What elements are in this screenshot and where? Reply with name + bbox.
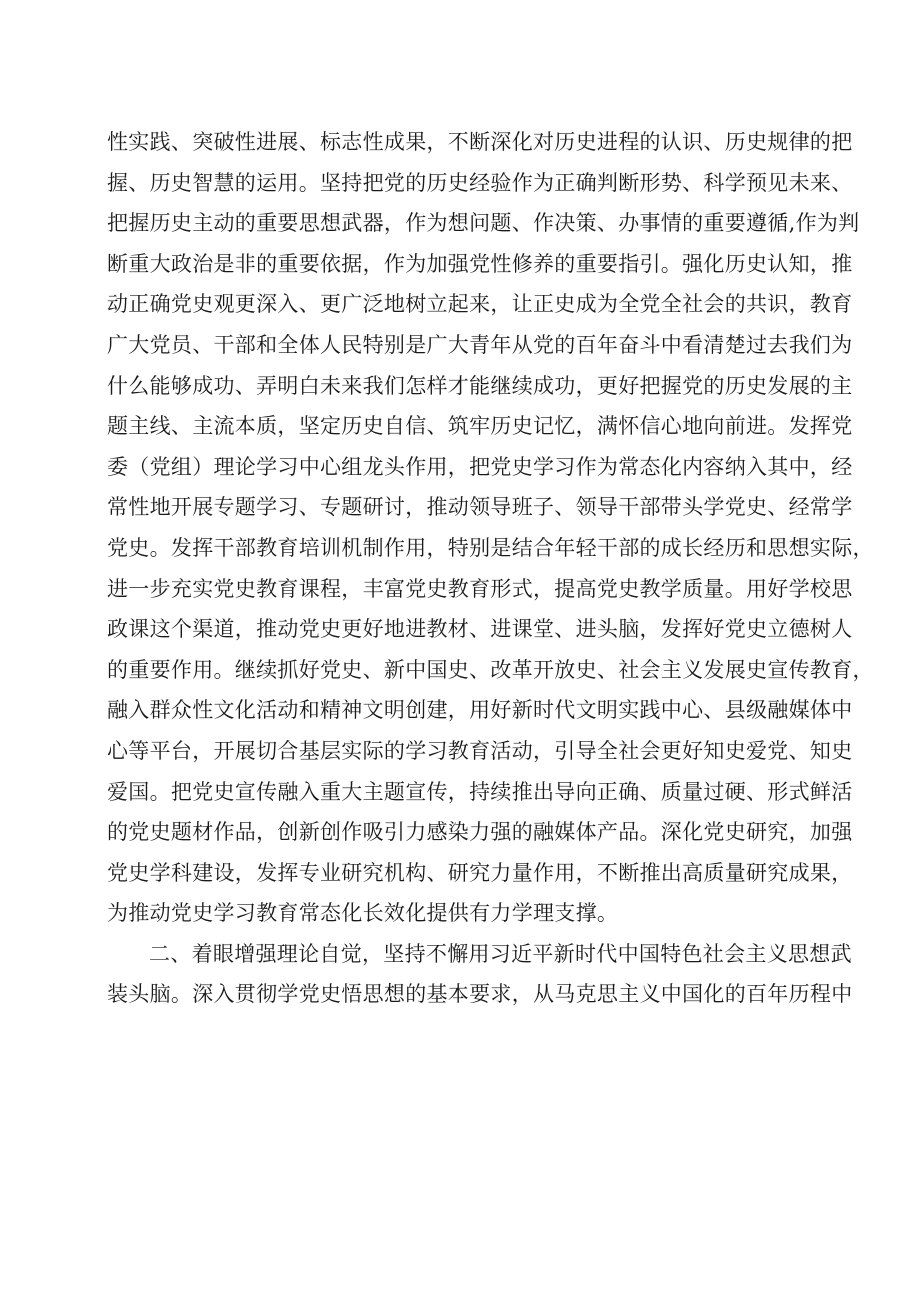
paragraph-1-line: 题主线、主流本质，坚定历史自信、筑牢历史记忆，满怀信心地向前进。发挥党 <box>107 414 853 439</box>
paragraph-1-line: 心等平台，开展切合基层实际的学习教育活动，引导全社会更好知史爱党、知史 <box>107 738 853 763</box>
document-body <box>107 122 874 1015</box>
paragraph-1-line: 爱国。把党史宣传融入重大主题宣传，持续推出导向正确、质量过硬、形式鲜活 <box>107 779 853 804</box>
paragraph-2-line: 装头脑。深入贯彻学党史悟思想的基本要求，从马克思主义中国化的百年历程中 <box>107 982 853 1007</box>
paragraph-1-line: 常性地开展专题学习、专题研讨，推动领导班子、领导干部带头学党史、经常学 <box>107 495 853 520</box>
paragraph-1-line: 广大党员、干部和全体人民特别是广大青年从党的百年奋斗中看清楚过去我们为 <box>107 332 853 357</box>
paragraph-1-line: 党史。发挥干部教育培训机制作用，特别是结合年轻干部的成长经历和思想实际， <box>107 535 874 560</box>
paragraph-1-line: 的党史题材作品，创新创作吸引力感染力强的融媒体产品。深化党史研究，加强 <box>107 820 853 845</box>
paragraph-1-line: 进一步充实党史教育课程，丰富党史教育形式，提高党史教学质量。用好学校思 <box>107 576 853 601</box>
paragraph-1-line: 什么能够成功、弄明白未来我们怎样才能继续成功，更好把握党的历史发展的主 <box>107 373 853 398</box>
paragraph-1-line: 的重要作用。继续抓好党史、新中国史、改革开放史、社会主义发展史宣传教育， <box>107 657 874 682</box>
paragraph-1-line: 性实践、突破性进展、标志性成果，不断深化对历史进程的认识、历史规律的把 <box>107 130 853 154</box>
paragraph-1-line: 政课这个渠道，推动党史更好地进教材、进课堂、进头脑，发挥好党史立德树人 <box>107 617 853 642</box>
paragraph-1-line: 动正确党史观更深入、更广泛地树立起来，让正史成为全党全社会的共识，教育 <box>107 292 853 317</box>
paragraph-1-line: 为推动党史学习教育常态化长效化提供有力学理支撑。 <box>107 901 619 926</box>
paragraph-2-line: 二、着眼增强理论自觉，坚持不懈用习近平新时代中国特色社会主义思想武 <box>149 941 852 966</box>
paragraph-1-line: 党史学科建设，发挥专业研究机构、研究力量作用，不断推出高质量研究成果， <box>107 860 853 885</box>
paragraph-1-line: 握、历史智慧的运用。坚持把党的历史经验作为正确判断形势、科学预见未来、 <box>107 170 853 195</box>
paragraph-1-line: 委（党组）理论学习中心组龙头作用，把党史学习作为常态化内容纳入其中，经 <box>107 454 853 479</box>
paragraph-1-line: 把握历史主动的重要思想武器，作为想问题、作决策、办事情的重要遵循,作为判 <box>107 211 860 236</box>
paragraph-1-line: 融入群众性文化活动和精神文明创建，用好新时代文明实践中心、县级融媒体中 <box>107 698 853 723</box>
paragraph-1-line: 断重大政治是非的重要依据，作为加强党性修养的重要指引。强化历史认知，推 <box>107 251 853 276</box>
